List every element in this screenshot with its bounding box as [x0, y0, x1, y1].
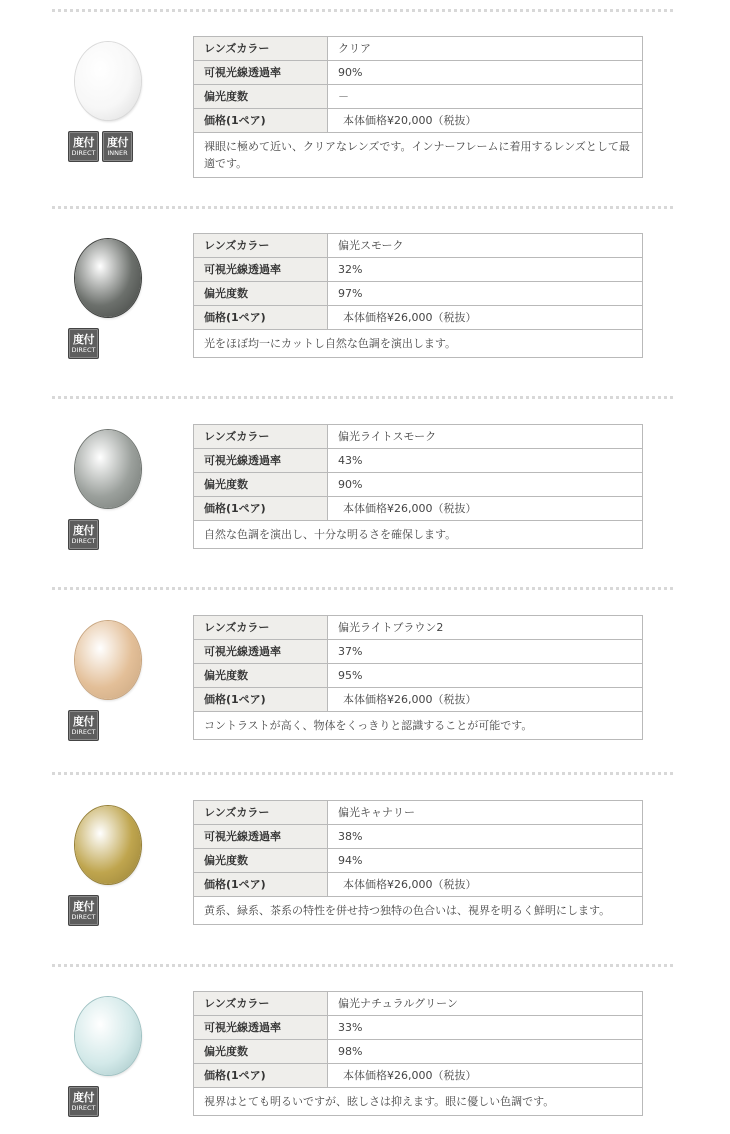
table-row — [194, 37, 643, 61]
transmission-value: 90% — [328, 61, 643, 85]
table-row — [194, 1064, 643, 1088]
polarization-value: 97% — [328, 282, 643, 306]
price-label: 価格(1ペア) — [194, 497, 328, 521]
polarization-label: 偏光度数 — [194, 849, 328, 873]
lens-description: 自然な色調を演出し、十分な明るさを確保します。 — [194, 521, 643, 549]
lens-spec-table — [193, 615, 643, 740]
table-row — [194, 234, 643, 258]
color-value: 偏光スモーク — [328, 234, 643, 258]
badge-top-text: 度付 — [73, 135, 94, 149]
table-row — [194, 85, 643, 109]
table-row — [194, 688, 643, 712]
direct-badge-icon — [68, 519, 99, 550]
lens-badges — [68, 1086, 99, 1117]
lens-image — [75, 806, 141, 884]
lens-image — [75, 997, 141, 1075]
color-label: レンズカラー — [194, 801, 328, 825]
section-divider — [52, 587, 673, 590]
table-row — [194, 497, 643, 521]
section-divider — [52, 772, 673, 775]
inner-badge-icon — [102, 131, 133, 162]
polarization-label: 偏光度数 — [194, 1040, 328, 1064]
polarization-label: 偏光度数 — [194, 85, 328, 109]
table-row — [194, 897, 643, 925]
color-value: クリア — [328, 37, 643, 61]
transmission-label: 可視光線透過率 — [194, 1016, 328, 1040]
section-divider — [52, 964, 673, 967]
table-row — [194, 330, 643, 358]
transmission-label: 可視光線透過率 — [194, 449, 328, 473]
polarization-label: 偏光度数 — [194, 282, 328, 306]
table-row — [194, 282, 643, 306]
transmission-value: 32% — [328, 258, 643, 282]
transmission-value: 33% — [328, 1016, 643, 1040]
lens-description: 黄系、緑系、茶系の特性を併せ持つ独特の色合いは、視界を明るく鮮明にします。 — [194, 897, 643, 925]
table-row — [194, 640, 643, 664]
lens-badges — [68, 131, 133, 162]
transmission-value: 43% — [328, 449, 643, 473]
direct-badge-icon — [68, 895, 99, 926]
color-label: レンズカラー — [194, 992, 328, 1016]
polarization-label: 偏光度数 — [194, 473, 328, 497]
section-divider — [52, 9, 673, 12]
lens-description: コントラストが高く、物体をくっきりと認識することが可能です。 — [194, 712, 643, 740]
price-value: 本体価格¥26,000（税抜） — [328, 688, 643, 712]
lens-image — [75, 239, 141, 317]
price-value: 本体価格¥26,000（税抜） — [328, 497, 643, 521]
lens-badges — [68, 328, 99, 359]
polarization-value: 98% — [328, 1040, 643, 1064]
badge-sub-text: DIRECT — [71, 1103, 96, 1112]
badge-sub-text: INNER — [107, 148, 128, 157]
price-label: 価格(1ペア) — [194, 306, 328, 330]
price-label: 価格(1ペア) — [194, 1064, 328, 1088]
lens-description: 光をほぼ均一にカットし自然な色調を演出します。 — [194, 330, 643, 358]
color-label: レンズカラー — [194, 425, 328, 449]
lens-image — [75, 621, 141, 699]
badge-sub-text: DIRECT — [71, 345, 96, 354]
transmission-label: 可視光線透過率 — [194, 61, 328, 85]
table-row — [194, 521, 643, 549]
color-value: 偏光ナチュラルグリーン — [328, 992, 643, 1016]
lens-spec-table — [193, 991, 643, 1116]
price-value: 本体価格¥20,000（税抜） — [328, 109, 643, 133]
price-label: 価格(1ペア) — [194, 688, 328, 712]
transmission-value: 38% — [328, 825, 643, 849]
table-row — [194, 109, 643, 133]
transmission-label: 可視光線透過率 — [194, 258, 328, 282]
table-row — [194, 801, 643, 825]
lens-badges — [68, 519, 99, 550]
badge-top-text: 度付 — [73, 1090, 94, 1104]
badge-top-text: 度付 — [73, 899, 94, 913]
transmission-value: 37% — [328, 640, 643, 664]
color-label: レンズカラー — [194, 234, 328, 258]
table-row — [194, 473, 643, 497]
table-row — [194, 306, 643, 330]
badge-top-text: 度付 — [73, 714, 94, 728]
table-row — [194, 1016, 643, 1040]
section-divider — [52, 206, 673, 209]
lens-description: 視界はとても明るいですが、眩しさは抑えます。眼に優しい色調です。 — [194, 1088, 643, 1116]
color-value: 偏光ライトブラウン2 — [328, 616, 643, 640]
badge-sub-text: DIRECT — [71, 912, 96, 921]
price-value: 本体価格¥26,000（税抜） — [328, 306, 643, 330]
badge-sub-text: DIRECT — [71, 148, 96, 157]
transmission-label: 可視光線透過率 — [194, 825, 328, 849]
price-value: 本体価格¥26,000（税抜） — [328, 873, 643, 897]
table-row — [194, 992, 643, 1016]
lens-spec-table — [193, 233, 643, 358]
direct-badge-icon — [68, 131, 99, 162]
polarization-value: 95% — [328, 664, 643, 688]
table-row — [194, 449, 643, 473]
color-label: レンズカラー — [194, 616, 328, 640]
price-label: 価格(1ペア) — [194, 873, 328, 897]
table-row — [194, 258, 643, 282]
table-row — [194, 849, 643, 873]
lens-spec-table — [193, 36, 643, 178]
table-row — [194, 425, 643, 449]
color-value: 偏光ライトスモーク — [328, 425, 643, 449]
section-divider — [52, 396, 673, 399]
direct-badge-icon — [68, 1086, 99, 1117]
price-value: 本体価格¥26,000（税抜） — [328, 1064, 643, 1088]
lens-spec-table — [193, 424, 643, 549]
lens-badges — [68, 895, 99, 926]
table-row — [194, 825, 643, 849]
badge-sub-text: DIRECT — [71, 536, 96, 545]
color-value: 偏光キャナリー — [328, 801, 643, 825]
badge-top-text: 度付 — [73, 332, 94, 346]
price-label: 価格(1ペア) — [194, 109, 328, 133]
polarization-label: 偏光度数 — [194, 664, 328, 688]
polarization-value: 90% — [328, 473, 643, 497]
table-row — [194, 712, 643, 740]
lens-spec-table — [193, 800, 643, 925]
polarization-value: 94% — [328, 849, 643, 873]
lens-image — [75, 430, 141, 508]
polarization-value: － — [328, 85, 643, 109]
table-row — [194, 61, 643, 85]
table-row — [194, 664, 643, 688]
lens-description: 裸眼に極めて近い、クリアなレンズです。インナーフレームに着用するレンズとして最適です。 — [194, 133, 643, 178]
badge-sub-text: DIRECT — [71, 727, 96, 736]
badge-top-text: 度付 — [73, 523, 94, 537]
transmission-label: 可視光線透過率 — [194, 640, 328, 664]
direct-badge-icon — [68, 710, 99, 741]
table-row — [194, 616, 643, 640]
badge-top-text: 度付 — [107, 135, 128, 149]
table-row — [194, 133, 643, 178]
color-label: レンズカラー — [194, 37, 328, 61]
table-row — [194, 1088, 643, 1116]
lens-badges — [68, 710, 99, 741]
lens-image — [75, 42, 141, 120]
table-row — [194, 873, 643, 897]
table-row — [194, 1040, 643, 1064]
direct-badge-icon — [68, 328, 99, 359]
